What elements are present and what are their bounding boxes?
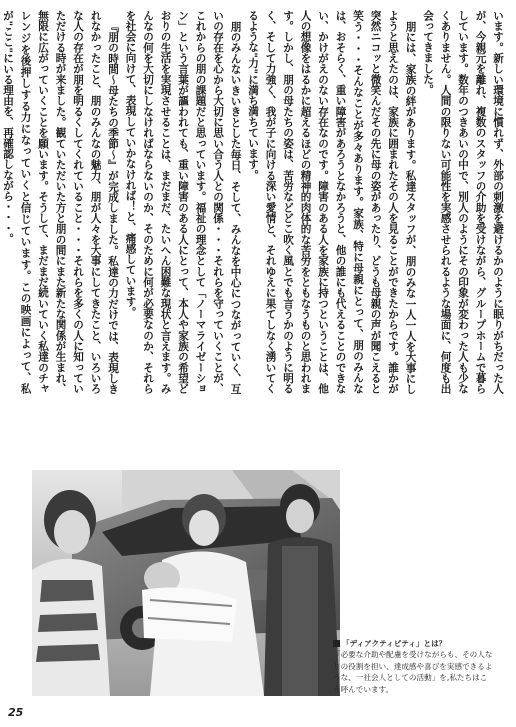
body-paragraph-3: 朋のみんないきいきとした毎日、そして、みんなを中心につながっていく、互いの存在を心から大切に思い合う人との関係・・・それらを守っていくことが、これからの朋の課題だと思っています。福祉の理念として「ノーマライゼーション」という言葉が謳われても、重い障害のある人にとって、本人や家族の希望どおりの生活を実現させることは、まだまだ、たいへん困難な現状と言えます。みんなの何を大切にしなければならないのか、そのために何が必要なのか、それらを社会に向けて、表現していかなければ！と、痛感しています。: [124, 10, 242, 394]
square-bullet-icon: [333, 640, 340, 647]
caption-heading: 「ディアクティビティ」とは？: [342, 639, 447, 648]
body-paragraph-2: 朋には、家族の絆があります。私達スタッフが、朋のみな一人一人を大事にしようと思えたのは、家族に囲まれたその人を見ることができたからです。誰かが突然ニコッと微笑んだその先に母の姿があったり、どうも母親の声が聞こえると笑う・・・そんなことが多々あります。家族、特に母親にとって、朋のみんなは、おそらく、重い障害があろうとなかろうと、他の誰にも代えることのできない、かけがえのない存在なのです。障害のある人を家族に持つということは、他人の想像をはるかに超えるほどの精神的肉体的な苦労をともなうものと思われます。しかし、朋の母たちの姿は、苦労などどこ吹く風とでも言うかのように明るく、そして力強く、我が子に向ける深い愛情と、それゆえに果てしなく湧いてくるような"力"に満ち満ちています。: [247, 10, 417, 394]
body-paragraph-4: 『朋の時間～母たちの季節～』が完成しました。私達の力だけでは、表現しきれなかったこと、朋のみんなの魅力、朋が人々を大事にしてきたこと、いろいろな人の存在が朋を明るくしてくれていること・・・それらを多くの人に知っていただける時が来ました。観ていただいた方と朋の間にまた新たな関係が生まれ、無限に広がっていくことを願います。そうして、まだまだ続いていく私達のチャレンジを後押しする力になっていくと信じています。この映画によって、私が"ここ"にいる理由を、再確認しながら・・・。: [2, 10, 119, 394]
page-number: 25: [8, 706, 24, 719]
group-photo: [32, 470, 340, 696]
photo-caption: [333, 638, 493, 695]
body-paragraph-1: います。新しい環境に慣れず、外部の刺激を避けるかのように眠りがちだった人が、今親元を離れ、複数のスタッフの介助を受けながら、グループホームで暮らしています。数年のつきあいの中で、別人のようにその印象が変わった人も少なくありません。人間の限りない可能性を実感させられるような場面に、何度も出会ってきました。: [422, 10, 504, 394]
body-text: [2, 10, 506, 394]
caption-text: 「必要な介助や配慮を受けながらも、その人なりの役割を担い、達成感や喜びを実感できるような、一社会人としての活動」を,私たちはこう呼んでいます。: [333, 650, 493, 694]
